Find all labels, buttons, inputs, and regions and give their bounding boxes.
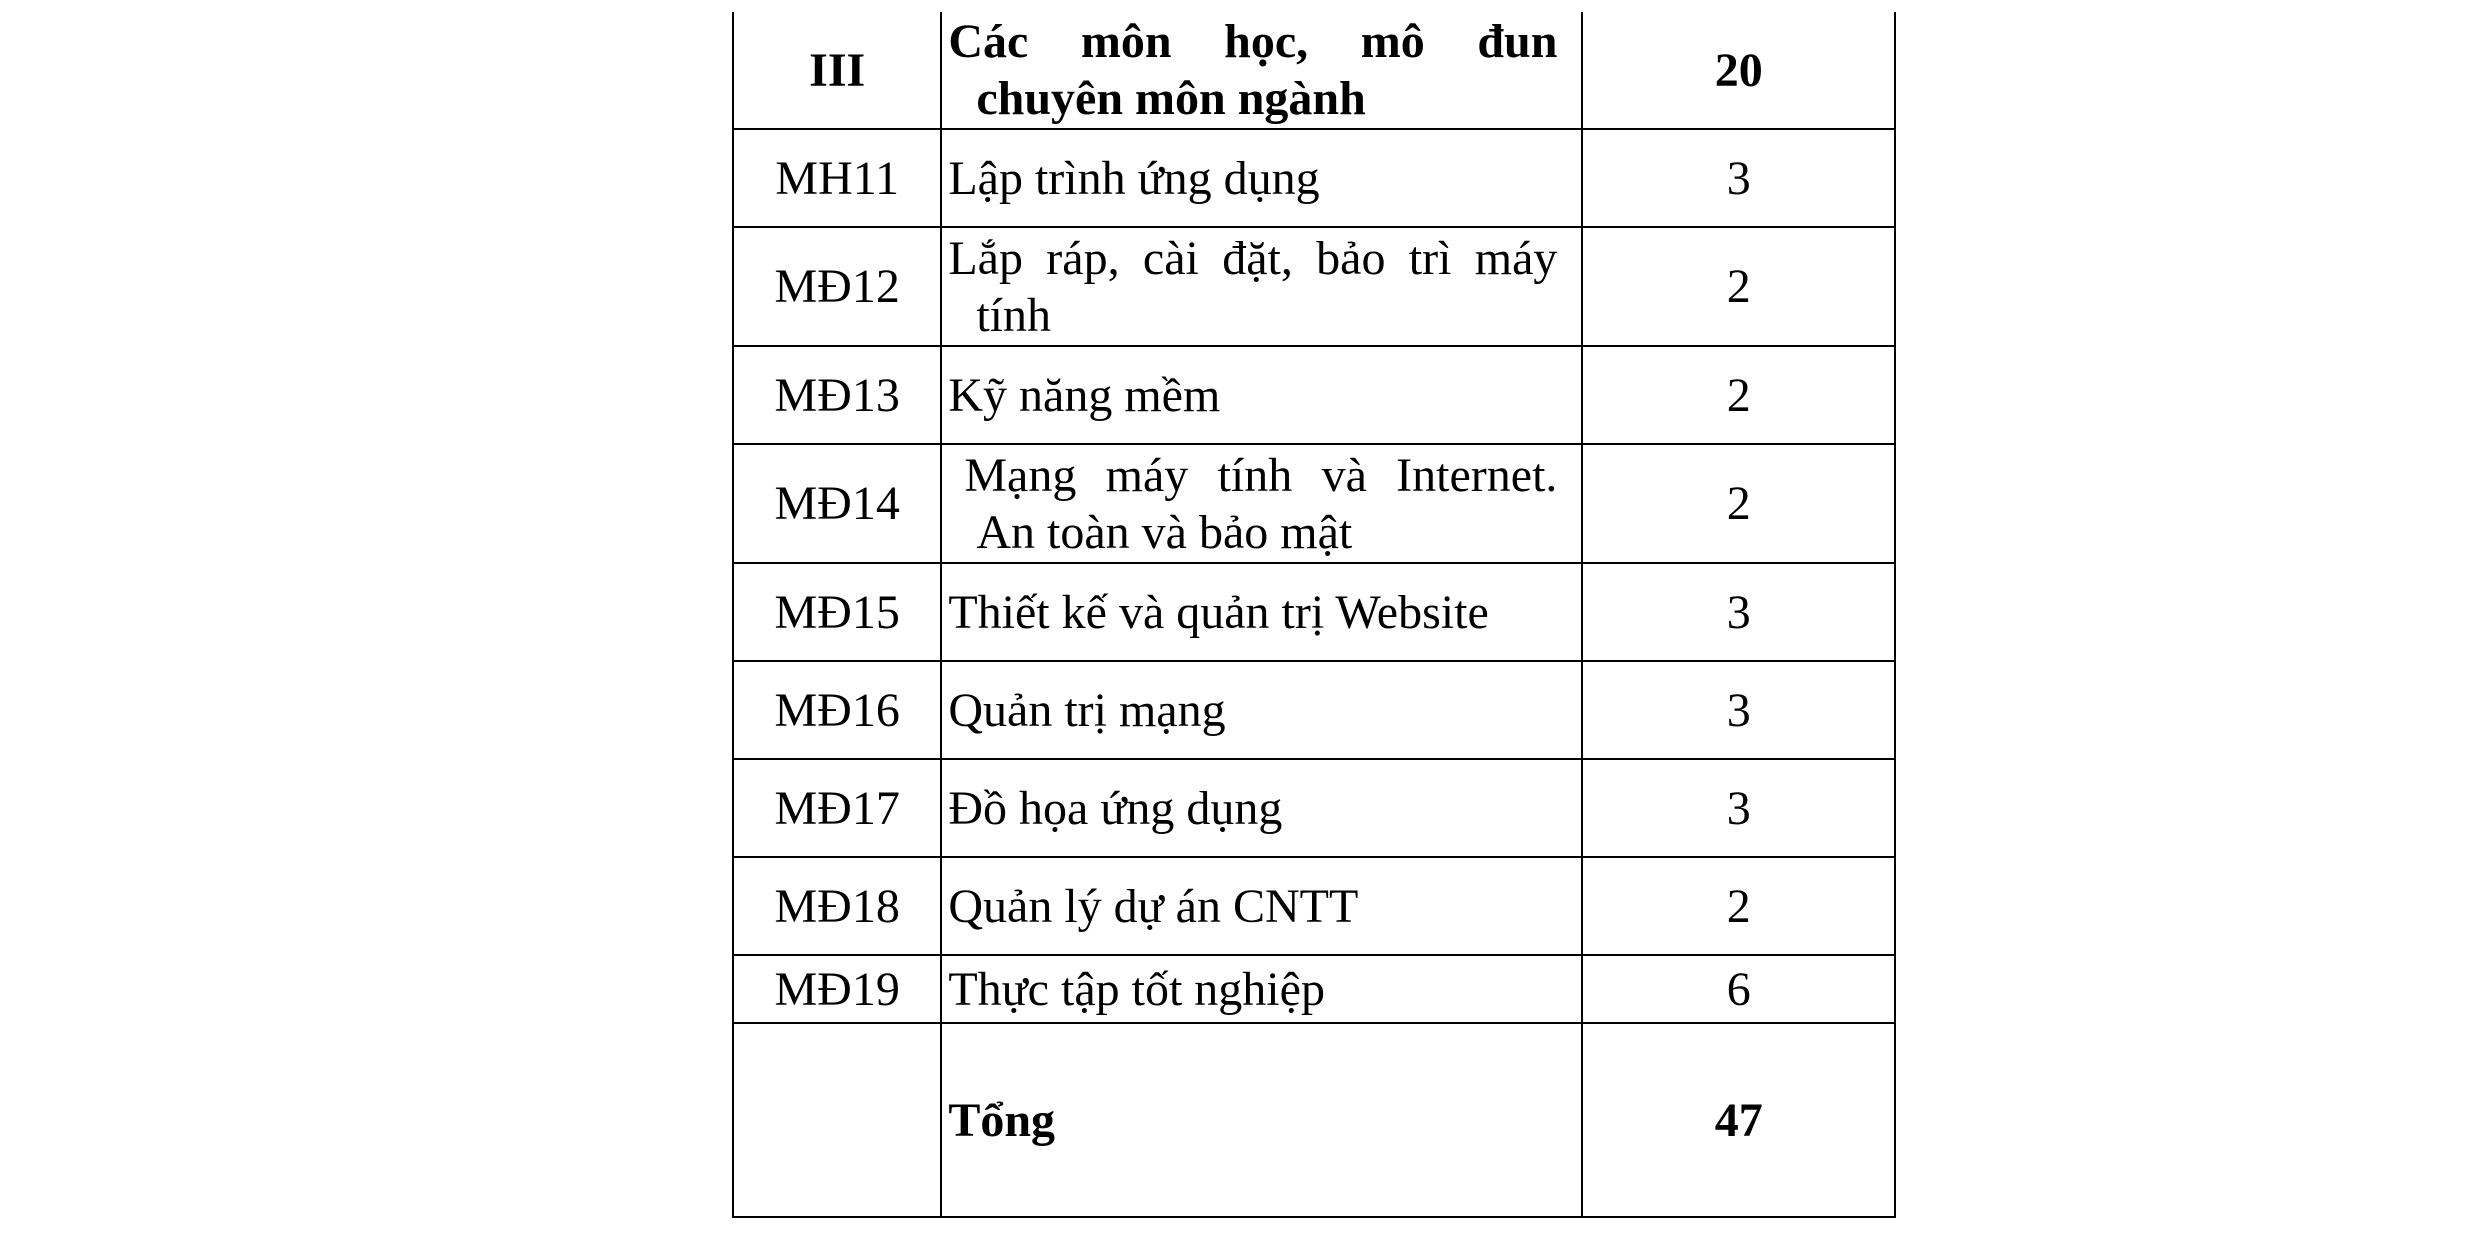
course-name: Lập trình ứng dụng	[941, 129, 1582, 227]
table-row	[733, 227, 1895, 346]
course-name: Kỹ năng mềm	[941, 346, 1582, 444]
total-row	[733, 1023, 1895, 1217]
course-code: MĐ12	[733, 227, 941, 346]
total-label: Tổng	[941, 1023, 1582, 1217]
section-code: III	[733, 12, 941, 129]
course-name: Thực tập tốt nghiệp	[941, 955, 1582, 1023]
course-credits: 6	[1582, 955, 1895, 1023]
table-row	[733, 563, 1895, 661]
total-code-empty	[733, 1023, 941, 1217]
course-code: MĐ17	[733, 759, 941, 857]
course-name: Quản trị mạng	[941, 661, 1582, 759]
course-name	[941, 227, 1582, 346]
course-code: MH11	[733, 129, 941, 227]
course-credits: 3	[1582, 563, 1895, 661]
section-title-line2: chuyên môn ngành	[976, 72, 1366, 125]
course-credits: 3	[1582, 759, 1895, 857]
curriculum-table	[732, 12, 1896, 1218]
course-name: Thiết kế và quản trị Website	[941, 563, 1582, 661]
course-code: MĐ14	[733, 444, 941, 563]
table-row	[733, 129, 1895, 227]
total-credits: 47	[1582, 1023, 1895, 1217]
table-row	[733, 661, 1895, 759]
section-title-line1: Các môn học, mô đun	[948, 15, 1558, 68]
section-header-row	[733, 12, 1895, 129]
course-credits: 2	[1582, 227, 1895, 346]
course-code: MĐ16	[733, 661, 941, 759]
section-credits: 20	[1582, 12, 1895, 129]
course-credits: 3	[1582, 129, 1895, 227]
course-credits: 3	[1582, 661, 1895, 759]
course-code: MĐ18	[733, 857, 941, 955]
course-credits: 2	[1582, 444, 1895, 563]
course-name-line2: An toàn và bảo mật	[976, 505, 1353, 559]
table-row	[733, 346, 1895, 444]
course-name-line1: Mạng máy tính và Internet.	[964, 448, 1558, 502]
course-code: MĐ13	[733, 346, 941, 444]
table-row	[733, 759, 1895, 857]
section-title	[941, 12, 1582, 129]
course-name-line1: Lắp ráp, cài đặt, bảo trì máy	[948, 231, 1558, 285]
course-name: Đồ họa ứng dụng	[941, 759, 1582, 857]
course-credits: 2	[1582, 857, 1895, 955]
table-row	[733, 444, 1895, 563]
course-credits: 2	[1582, 346, 1895, 444]
table-row	[733, 955, 1895, 1023]
course-name: Quản lý dự án CNTT	[941, 857, 1582, 955]
course-name	[941, 444, 1582, 563]
course-code: MĐ19	[733, 955, 941, 1023]
course-code: MĐ15	[733, 563, 941, 661]
table-row	[733, 857, 1895, 955]
course-name-line2: tính	[976, 288, 1052, 342]
